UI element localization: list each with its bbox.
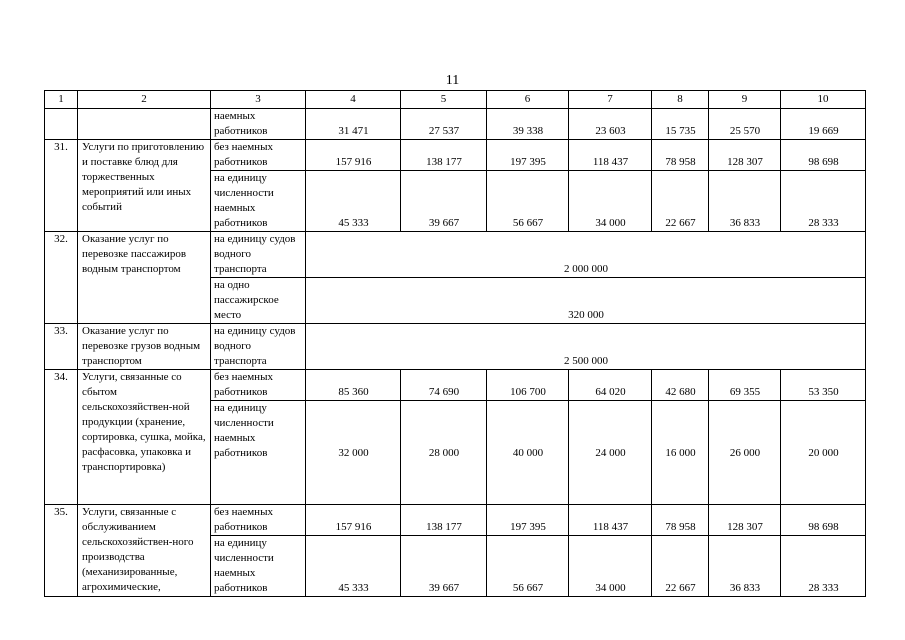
value-cell: 39 667 [401, 536, 487, 597]
value-cell: 64 020 [569, 370, 652, 401]
value-cell: 69 355 [709, 370, 781, 401]
value-cell: 28 000 [401, 401, 487, 505]
column-number: 8 [652, 91, 709, 109]
value-cell: 34 000 [569, 171, 652, 232]
value-cell: 19 669 [781, 109, 866, 140]
value-cell: 26 000 [709, 401, 781, 505]
value-cell: 118 437 [569, 140, 652, 171]
value-cell: 78 958 [652, 140, 709, 171]
category-cell: на одно пассажирское место [211, 278, 306, 324]
value-cell: 39 338 [487, 109, 569, 140]
value-cell: 74 690 [401, 370, 487, 401]
service-name [78, 109, 211, 140]
column-number-row [45, 91, 866, 109]
row-number: 35. [45, 505, 78, 597]
value-cell: 197 395 [487, 505, 569, 536]
value-cell: 20 000 [781, 401, 866, 505]
merged-value-cell: 2 500 000 [306, 324, 866, 370]
service-name: Услуги, связанные со сбытом сельскохозяйствен-ной продукции (хранение, сортировка, сушка, мойка, расфасовка, упаковка и транспортировка) [78, 370, 211, 505]
value-cell: 22 667 [652, 171, 709, 232]
value-cell: 27 537 [401, 109, 487, 140]
service-name: Услуги, связанные с обслуживанием сельскохозяйствен-ного производства (механизированные, агрохимические, [78, 505, 211, 597]
value-cell: 36 833 [709, 171, 781, 232]
value-cell: 157 916 [306, 140, 401, 171]
category-cell: без наемных работников [211, 140, 306, 171]
service-name: Оказание услуг по перевозке грузов водным транспортом [78, 324, 211, 370]
value-cell: 138 177 [401, 505, 487, 536]
service-name: Оказание услуг по перевозке пассажиров водным транспортом [78, 232, 211, 324]
table-row [45, 324, 866, 370]
category-cell: на единицу судов водного транспорта [211, 324, 306, 370]
category-cell: без наемных работников [211, 370, 306, 401]
column-number: 2 [78, 91, 211, 109]
column-number: 1 [45, 91, 78, 109]
value-cell: 45 333 [306, 171, 401, 232]
value-cell: 197 395 [487, 140, 569, 171]
value-cell: 42 680 [652, 370, 709, 401]
value-cell: 16 000 [652, 401, 709, 505]
category-cell: на единицу судов водного транспорта [211, 232, 306, 278]
category-cell: на единицу численности наемных работников [211, 536, 306, 597]
merged-value-cell: 320 000 [306, 278, 866, 324]
value-cell: 22 667 [652, 536, 709, 597]
value-cell: 31 471 [306, 109, 401, 140]
value-cell: 53 350 [781, 370, 866, 401]
value-cell: 40 000 [487, 401, 569, 505]
value-cell: 23 603 [569, 109, 652, 140]
value-cell: 28 333 [781, 171, 866, 232]
value-cell: 24 000 [569, 401, 652, 505]
table-row [45, 140, 866, 171]
value-cell: 157 916 [306, 505, 401, 536]
value-cell: 118 437 [569, 505, 652, 536]
value-cell: 56 667 [487, 171, 569, 232]
row-number [45, 109, 78, 140]
table-row [45, 109, 866, 140]
value-cell: 39 667 [401, 171, 487, 232]
value-cell: 34 000 [569, 536, 652, 597]
merged-value-cell: 2 000 000 [306, 232, 866, 278]
page-number: 11 [445, 73, 460, 88]
row-number: 33. [45, 324, 78, 370]
value-cell: 32 000 [306, 401, 401, 505]
row-number: 32. [45, 232, 78, 324]
value-cell: 128 307 [709, 140, 781, 171]
value-cell: 85 360 [306, 370, 401, 401]
value-cell: 56 667 [487, 536, 569, 597]
column-number: 9 [709, 91, 781, 109]
tariff-table [44, 90, 866, 597]
value-cell: 36 833 [709, 536, 781, 597]
value-cell: 25 570 [709, 109, 781, 140]
value-cell: 106 700 [487, 370, 569, 401]
value-cell: 98 698 [781, 140, 866, 171]
value-cell: 15 735 [652, 109, 709, 140]
column-number: 4 [306, 91, 401, 109]
service-name: Услуги по приготовлению и поставке блюд для торжественных мероприятий или иных событий [78, 140, 211, 232]
value-cell: 138 177 [401, 140, 487, 171]
column-number: 7 [569, 91, 652, 109]
table-row [45, 232, 866, 278]
table-row [45, 505, 866, 536]
category-cell: без наемных работников [211, 505, 306, 536]
category-cell: наемных работников [211, 109, 306, 140]
value-cell: 128 307 [709, 505, 781, 536]
category-cell: на единицу численности наемных работников [211, 401, 306, 505]
column-number: 6 [487, 91, 569, 109]
row-number: 31. [45, 140, 78, 232]
value-cell: 45 333 [306, 536, 401, 597]
table-row [45, 370, 866, 401]
column-number: 5 [401, 91, 487, 109]
row-number: 34. [45, 370, 78, 505]
value-cell: 28 333 [781, 536, 866, 597]
value-cell: 98 698 [781, 505, 866, 536]
column-number: 10 [781, 91, 866, 109]
category-cell: на единицу численности наемных работников [211, 171, 306, 232]
value-cell: 78 958 [652, 505, 709, 536]
column-number: 3 [211, 91, 306, 109]
